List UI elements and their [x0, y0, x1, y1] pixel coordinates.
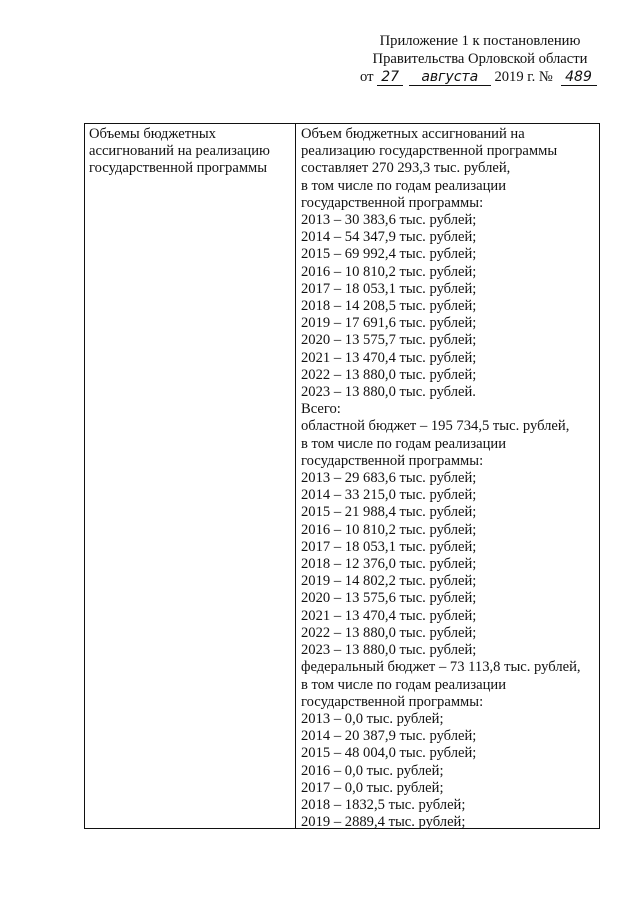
right-cell-line: 2016 – 10 810,2 тыс. рублей; [301, 521, 477, 538]
column-divider [295, 124, 296, 828]
budget-table [84, 123, 600, 829]
right-cell-line: 2015 – 48 004,0 тыс. рублей; [301, 745, 477, 762]
appendix-header [330, 32, 630, 86]
right-cell-line: в том числе по годам реализации [301, 177, 507, 194]
right-cell-line: 2017 – 18 053,1 тыс. рублей; [301, 538, 477, 555]
right-cell-line: 2014 – 33 215,0 тыс. рублей; [301, 487, 477, 504]
date-prefix: от [360, 69, 374, 85]
header-date-line [330, 68, 630, 86]
right-cell-line: 2019 – 2889,4 тыс. рублей; [301, 814, 466, 831]
right-cell-line: 2021 – 13 470,4 тыс. рублей; [301, 607, 477, 624]
right-cell-line: 2023 – 13 880,0 тыс. рублей. [301, 384, 476, 401]
right-cell-line: составляет 270 293,3 тыс. рублей, [301, 160, 511, 177]
left-cell-line: Объемы бюджетных [89, 126, 216, 142]
right-cell-line: 2022 – 13 880,0 тыс. рублей; [301, 624, 477, 641]
right-cell-line: 2018 – 12 376,0 тыс. рублей; [301, 556, 477, 573]
right-cell-line: 2019 – 14 802,2 тыс. рублей; [301, 573, 477, 590]
right-cell-line: 2015 – 21 988,4 тыс. рублей; [301, 504, 477, 521]
right-cell-line: государственной программы: [301, 452, 484, 469]
right-cell-line: 2013 – 30 383,6 тыс. рублей; [301, 212, 477, 229]
right-cell-line: 2014 – 20 387,9 тыс. рублей; [301, 728, 477, 745]
header-line-appendix: Приложение 1 к постановлению [379, 33, 581, 49]
right-cell-line: 2023 – 13 880,0 тыс. рублей; [301, 642, 477, 659]
handwritten-month: августа [409, 69, 491, 86]
left-cell-line: государственной программы [89, 160, 268, 177]
handwritten-doc-number: 489 [561, 69, 597, 86]
right-cell-line: 2020 – 13 575,7 тыс. рублей; [301, 332, 477, 349]
left-cell-line: ассигнований на реализацию [89, 143, 270, 160]
right-cell-line: 2021 – 13 470,4 тыс. рублей; [301, 349, 477, 366]
right-cell-line: 2018 – 14 208,5 тыс. рублей; [301, 298, 477, 315]
right-cell-line: 2020 – 13 575,6 тыс. рублей; [301, 590, 477, 607]
right-cell-line: областной бюджет – 195 734,5 тыс. рублей, [301, 418, 570, 435]
right-cell-line: Всего: [301, 401, 341, 418]
right-cell-line: 2014 – 54 347,9 тыс. рублей; [301, 229, 477, 246]
right-cell-line: 2018 – 1832,5 тыс. рублей; [301, 796, 466, 813]
right-cell-line: 2017 – 18 053,1 тыс. рублей; [301, 280, 477, 297]
right-cell-line: 2019 – 17 691,6 тыс. рублей; [301, 315, 477, 332]
right-cell-line: государственной программы: [301, 194, 484, 211]
right-cell-line: 2022 – 13 880,0 тыс. рублей; [301, 366, 477, 383]
table-left-cell [89, 126, 289, 178]
header-line-government: Правительства Орловской области [372, 51, 588, 67]
date-year-label: 2019 г. № [494, 69, 553, 85]
right-cell-line: федеральный бюджет – 73 113,8 тыс. рублей, [301, 659, 581, 676]
right-cell-line: 2015 – 69 992,4 тыс. рублей; [301, 246, 477, 263]
right-cell-line: реализацию государственной программы [301, 143, 558, 160]
right-cell-line: 2016 – 10 810,2 тыс. рублей; [301, 263, 477, 280]
right-cell-line: 2017 – 0,0 тыс. рублей; [301, 779, 444, 796]
right-cell-line: государственной программы: [301, 693, 484, 710]
right-cell-line: Объем бюджетных ассигнований на [301, 126, 525, 142]
right-cell-line: 2013 – 0,0 тыс. рублей; [301, 710, 444, 727]
right-cell-line: в том числе по годам реализации [301, 676, 507, 693]
handwritten-day: 27 [377, 69, 403, 86]
table-right-cell [301, 126, 597, 831]
right-cell-line: 2016 – 0,0 тыс. рублей; [301, 762, 444, 779]
right-cell-line: 2013 – 29 683,6 тыс. рублей; [301, 470, 477, 487]
right-cell-line: в том числе по годам реализации [301, 435, 507, 452]
